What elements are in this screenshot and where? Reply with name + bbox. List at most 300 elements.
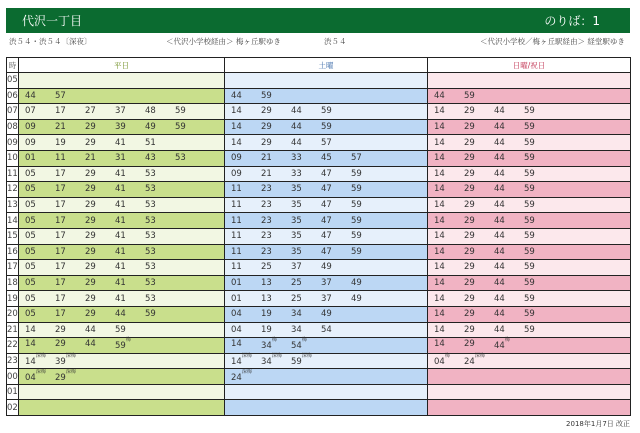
minute-value: 59 [115, 324, 126, 335]
minute-value: 25 [291, 278, 302, 289]
departure-minute [25, 278, 55, 288]
departure-minute [494, 106, 524, 116]
minute-value: 11 [231, 200, 242, 211]
destination-note: 深梅 [474, 353, 485, 360]
weekday-minutes [19, 325, 224, 335]
departure-minute [291, 184, 321, 194]
minute-value: 29 [85, 231, 96, 242]
minute-value: 29 [85, 200, 96, 211]
sunday-minutes [428, 339, 630, 351]
weekday-cell [19, 228, 225, 244]
saturday-cell [225, 73, 428, 89]
saturday-minutes [225, 278, 427, 288]
saturday-cell [225, 244, 428, 260]
minute-value: 41 [115, 231, 126, 242]
hour-cell: 09 [7, 135, 19, 151]
sunday-cell [428, 291, 631, 307]
departure-minute [494, 216, 524, 226]
minute-value: 29 [85, 262, 96, 273]
departure-minute [494, 153, 524, 163]
departure-minute [231, 169, 261, 179]
minute-value: 44 [115, 309, 126, 320]
minute-value: 37 [291, 262, 302, 273]
minute-value: 19 [55, 137, 66, 148]
minute-value: 41 [115, 246, 126, 257]
sunday-minutes [428, 122, 630, 132]
departure-minute [321, 138, 351, 148]
departure-minute [115, 153, 145, 163]
minute-value: 59 [115, 341, 126, 352]
destination-note: 深梅 [271, 353, 282, 360]
hour-cell: 07 [7, 104, 19, 120]
minute-value: 49 [351, 293, 362, 304]
minute-value: 29 [55, 339, 66, 350]
departure-minute [291, 153, 321, 163]
hour-cell: 08 [7, 119, 19, 135]
minute-value: 59 [524, 324, 535, 335]
departure-minute [321, 262, 351, 272]
minute-value: 29 [464, 184, 475, 195]
departure-minute [145, 216, 175, 226]
departure-minute [115, 325, 145, 335]
minute-value: 44 [494, 215, 505, 226]
departure-minute [55, 153, 85, 163]
minute-value: 17 [55, 200, 66, 211]
departure-minute [464, 169, 494, 179]
sunday-minutes [428, 309, 630, 319]
minute-value: 59 [321, 122, 332, 133]
table-row [7, 228, 631, 244]
weekday-cell [19, 73, 225, 89]
hour-cell: 13 [7, 197, 19, 213]
minute-value: 29 [85, 215, 96, 226]
minute-value: 01 [231, 278, 242, 289]
departure-minute [115, 184, 145, 194]
minute-value: 14 [434, 168, 445, 179]
sunday-cell [428, 338, 631, 354]
departure-minute [261, 309, 291, 319]
departure-minute [524, 153, 554, 163]
minute-value: 34 [291, 324, 302, 335]
departure-minute [85, 153, 115, 163]
departure-minute [524, 325, 554, 335]
departure-minute [434, 153, 464, 163]
minute-value: 47 [321, 231, 332, 242]
minute-value: 05 [25, 231, 36, 242]
minute-value: 29 [85, 246, 96, 257]
sunday-minutes [428, 247, 630, 257]
hour-cell: 16 [7, 244, 19, 260]
minute-value: 05 [25, 278, 36, 289]
departure-minute [231, 294, 261, 304]
departure-minute [115, 309, 145, 319]
saturday-minutes [225, 325, 427, 335]
departure-minute [85, 262, 115, 272]
departure-minute [434, 309, 464, 319]
departure-minute [55, 106, 85, 116]
minute-value: 11 [231, 215, 242, 226]
weekday-minutes [19, 200, 224, 210]
departure-minute [85, 106, 115, 116]
minute-value: 05 [25, 262, 36, 273]
departure-minute [145, 278, 175, 288]
minute-value: 57 [321, 137, 332, 148]
minute-value: 47 [321, 168, 332, 179]
minute-value: 37 [115, 106, 126, 117]
departure-minute [261, 325, 291, 335]
table-row [7, 291, 631, 307]
departure-minute [464, 262, 494, 272]
departure-minute [231, 200, 261, 210]
weekday-minutes [19, 262, 224, 272]
saturday-minutes [225, 153, 427, 163]
minute-value: 29 [85, 184, 96, 195]
hour-cell: 12 [7, 182, 19, 198]
minute-value: 29 [85, 168, 96, 179]
destination-note: 深梅 [241, 368, 252, 375]
destination-note: 深梅 [35, 353, 46, 360]
destination-note: 深梅 [241, 353, 252, 360]
minute-value: 29 [464, 231, 475, 242]
minute-value: 49 [351, 278, 362, 289]
saturday-cell [225, 88, 428, 104]
table-row [7, 275, 631, 291]
destination-note: 梅 [504, 337, 510, 344]
departure-minute [115, 216, 145, 226]
table-row [7, 384, 631, 400]
departure-minute [524, 200, 554, 210]
minute-value: 59 [524, 200, 535, 211]
minute-value: 23 [261, 215, 272, 226]
departure-minute [494, 339, 524, 351]
departure-minute [261, 106, 291, 116]
departure-minute [291, 294, 321, 304]
weekday-cell [19, 150, 225, 166]
sunday-minutes [428, 184, 630, 194]
departure-minute [115, 169, 145, 179]
departure-minute [85, 247, 115, 257]
departure-minute [321, 231, 351, 241]
departure-minute [291, 309, 321, 319]
departure-minute [351, 278, 381, 288]
sunday-minutes [428, 91, 630, 101]
minute-value: 04 [25, 372, 36, 383]
minute-value: 25 [291, 293, 302, 304]
minute-value: 59 [524, 137, 535, 148]
departure-minute [85, 278, 115, 288]
minute-value: 29 [464, 262, 475, 273]
saturday-cell [225, 400, 428, 416]
departure-minute [25, 184, 55, 194]
hour-cell: 02 [7, 400, 19, 416]
minute-value: 29 [85, 293, 96, 304]
destination-note: 梅 [301, 337, 307, 344]
saturday-minutes [225, 200, 427, 210]
minute-value: 35 [291, 200, 302, 211]
minute-value: 59 [175, 106, 186, 117]
departure-minute [115, 138, 145, 148]
minute-value: 14 [434, 215, 445, 226]
departure-minute [145, 231, 175, 241]
saturday-cell [225, 338, 428, 354]
minute-value: 59 [524, 168, 535, 179]
weekday-cell [19, 400, 225, 416]
departure-minute [494, 122, 524, 132]
destination-note: 深梅 [35, 368, 46, 375]
departure-minute [464, 91, 494, 101]
departure-minute [231, 153, 261, 163]
departure-minute [464, 200, 494, 210]
minute-value: 44 [494, 137, 505, 148]
departure-minute [25, 339, 55, 351]
departure-minute [351, 169, 381, 179]
weekday-cell [19, 88, 225, 104]
minute-value: 47 [321, 215, 332, 226]
minute-value: 41 [115, 137, 126, 148]
timetable-header-row [7, 58, 631, 73]
departure-minute [321, 309, 351, 319]
minute-value: 11 [55, 153, 66, 164]
minute-value: 09 [231, 153, 242, 164]
hour-cell: 10 [7, 150, 19, 166]
destination-note: 深梅 [65, 368, 76, 375]
minute-value: 14 [231, 137, 242, 148]
sunday-cell [428, 353, 631, 369]
departure-minute [524, 169, 554, 179]
departure-minute [321, 184, 351, 194]
sunday-minutes [428, 169, 630, 179]
saturday-minutes [225, 355, 427, 367]
minute-value: 17 [55, 231, 66, 242]
minute-value: 07 [25, 106, 36, 117]
departure-minute [115, 262, 145, 272]
minute-value: 14 [434, 184, 445, 195]
weekday-minutes [19, 247, 224, 257]
weekday-cell [19, 104, 225, 120]
minute-value: 17 [55, 106, 66, 117]
departure-minute [291, 200, 321, 210]
minute-value: 43 [145, 153, 156, 164]
departure-minute [25, 309, 55, 319]
minute-value: 59 [261, 90, 272, 101]
departure-minute [524, 216, 554, 226]
minute-value: 44 [494, 309, 505, 320]
sunday-cell [428, 104, 631, 120]
weekday-cell [19, 322, 225, 338]
departure-minute [25, 247, 55, 257]
minute-value: 23 [261, 184, 272, 195]
hour-cell: 14 [7, 213, 19, 229]
table-row [7, 135, 631, 151]
saturday-cell [225, 119, 428, 135]
hour-cell: 00 [7, 369, 19, 385]
sunday-minutes [428, 216, 630, 226]
minute-value: 29 [464, 137, 475, 148]
minute-value: 54 [321, 324, 332, 335]
saturday-minutes [225, 184, 427, 194]
departure-minute [25, 153, 55, 163]
minute-value: 29 [261, 137, 272, 148]
departure-minute [494, 294, 524, 304]
departure-minute [85, 184, 115, 194]
departure-minute [291, 325, 321, 335]
saturday-cell [225, 369, 428, 385]
minute-value: 29 [85, 137, 96, 148]
minute-value: 09 [25, 122, 36, 133]
minute-value: 33 [291, 153, 302, 164]
departure-minute [55, 294, 85, 304]
minute-value: 47 [321, 184, 332, 195]
minute-value: 29 [55, 372, 66, 383]
hour-cell: 01 [7, 384, 19, 400]
departure-minute [145, 106, 175, 116]
departure-minute [25, 122, 55, 132]
minute-value: 44 [494, 200, 505, 211]
departure-minute [261, 138, 291, 148]
departure-minute [55, 325, 85, 335]
minute-value: 14 [25, 339, 36, 350]
departure-minute [85, 325, 115, 335]
departure-minute [321, 325, 351, 335]
minute-value: 14 [434, 293, 445, 304]
minute-value: 44 [291, 122, 302, 133]
departure-minute [464, 106, 494, 116]
minute-value: 24 [464, 356, 475, 367]
hour-cell: 05 [7, 73, 19, 89]
departure-minute [25, 325, 55, 335]
departure-minute [321, 106, 351, 116]
departure-minute [231, 368, 261, 383]
hour-cell: 23 [7, 353, 19, 369]
departure-minute [115, 339, 145, 351]
weekday-minutes [19, 153, 224, 163]
departure-minute [291, 278, 321, 288]
minute-value: 29 [464, 278, 475, 289]
saturday-cell [225, 260, 428, 276]
departure-minute [321, 122, 351, 132]
departure-minute [351, 184, 381, 194]
revision-date: 2018年1月7日 改正 [566, 420, 630, 428]
minute-value: 21 [261, 168, 272, 179]
weekday-cell [19, 275, 225, 291]
departure-minute [55, 309, 85, 319]
departure-minute [25, 294, 55, 304]
minute-value: 35 [291, 246, 302, 257]
stop-header [6, 8, 630, 33]
minute-value: 59 [524, 309, 535, 320]
saturday-minutes [225, 309, 427, 319]
departure-minute [494, 231, 524, 241]
minute-value: 53 [145, 184, 156, 195]
minute-value: 04 [434, 356, 445, 367]
minute-value: 35 [291, 231, 302, 242]
minute-value: 29 [464, 246, 475, 257]
minute-value: 44 [494, 231, 505, 242]
sunday-cell [428, 244, 631, 260]
departure-minute [145, 200, 175, 210]
weekday-minutes [19, 122, 224, 132]
saturday-minutes [225, 339, 427, 351]
minute-value: 59 [291, 356, 302, 367]
departure-minute [291, 355, 321, 367]
minute-value: 09 [231, 168, 242, 179]
minute-value: 29 [464, 324, 475, 335]
saturday-cell [225, 104, 428, 120]
minute-value: 47 [321, 200, 332, 211]
departure-minute [494, 247, 524, 257]
hour-cell: 15 [7, 228, 19, 244]
departure-minute [85, 294, 115, 304]
route-via-2: ＜代沢小学校／梅ヶ丘駅経由＞ 経堂駅ゆき [480, 37, 625, 46]
minute-value: 59 [351, 231, 362, 242]
minute-value: 17 [55, 215, 66, 226]
minute-value: 41 [115, 184, 126, 195]
departure-minute [261, 216, 291, 226]
departure-minute [25, 106, 55, 116]
weekday-cell [19, 197, 225, 213]
departure-minute [55, 247, 85, 257]
minute-value: 21 [261, 153, 272, 164]
departure-minute [25, 231, 55, 241]
departure-minute [321, 200, 351, 210]
minute-value: 34 [261, 356, 272, 367]
hour-cell: 22 [7, 338, 19, 354]
departure-minute [434, 200, 464, 210]
minute-value: 05 [25, 184, 36, 195]
sunday-minutes [428, 278, 630, 288]
minute-value: 29 [85, 309, 96, 320]
sunday-cell [428, 135, 631, 151]
sunday-cell [428, 228, 631, 244]
saturday-minutes [225, 138, 427, 148]
minute-value: 17 [55, 278, 66, 289]
sunday-cell [428, 88, 631, 104]
minute-value: 17 [55, 184, 66, 195]
sunday-cell [428, 384, 631, 400]
minute-value: 29 [464, 168, 475, 179]
minute-value: 14 [434, 278, 445, 289]
minute-value: 41 [115, 168, 126, 179]
minute-value: 29 [261, 106, 272, 117]
departure-minute [55, 216, 85, 226]
minute-value: 14 [434, 122, 445, 133]
minute-value: 59 [464, 90, 475, 101]
minute-value: 41 [115, 215, 126, 226]
weekday-minutes [19, 231, 224, 241]
departure-minute [115, 247, 145, 257]
minute-value: 09 [25, 137, 36, 148]
weekday-cell [19, 353, 225, 369]
departure-minute [351, 247, 381, 257]
departure-minute [434, 355, 464, 367]
minute-value: 44 [291, 106, 302, 117]
departure-minute [261, 294, 291, 304]
minute-value: 57 [351, 153, 362, 164]
weekday-minutes [19, 309, 224, 319]
departure-minute [261, 247, 291, 257]
weekday-column-header: 平日 [19, 58, 225, 73]
saturday-minutes [225, 294, 427, 304]
departure-minute [25, 355, 55, 367]
departure-minute [175, 106, 205, 116]
minute-value: 44 [291, 137, 302, 148]
table-row [7, 197, 631, 213]
minute-value: 04 [231, 324, 242, 335]
departure-minute [261, 339, 291, 351]
departure-minute [231, 231, 261, 241]
saturday-minutes [225, 122, 427, 132]
departure-minute [231, 339, 261, 351]
